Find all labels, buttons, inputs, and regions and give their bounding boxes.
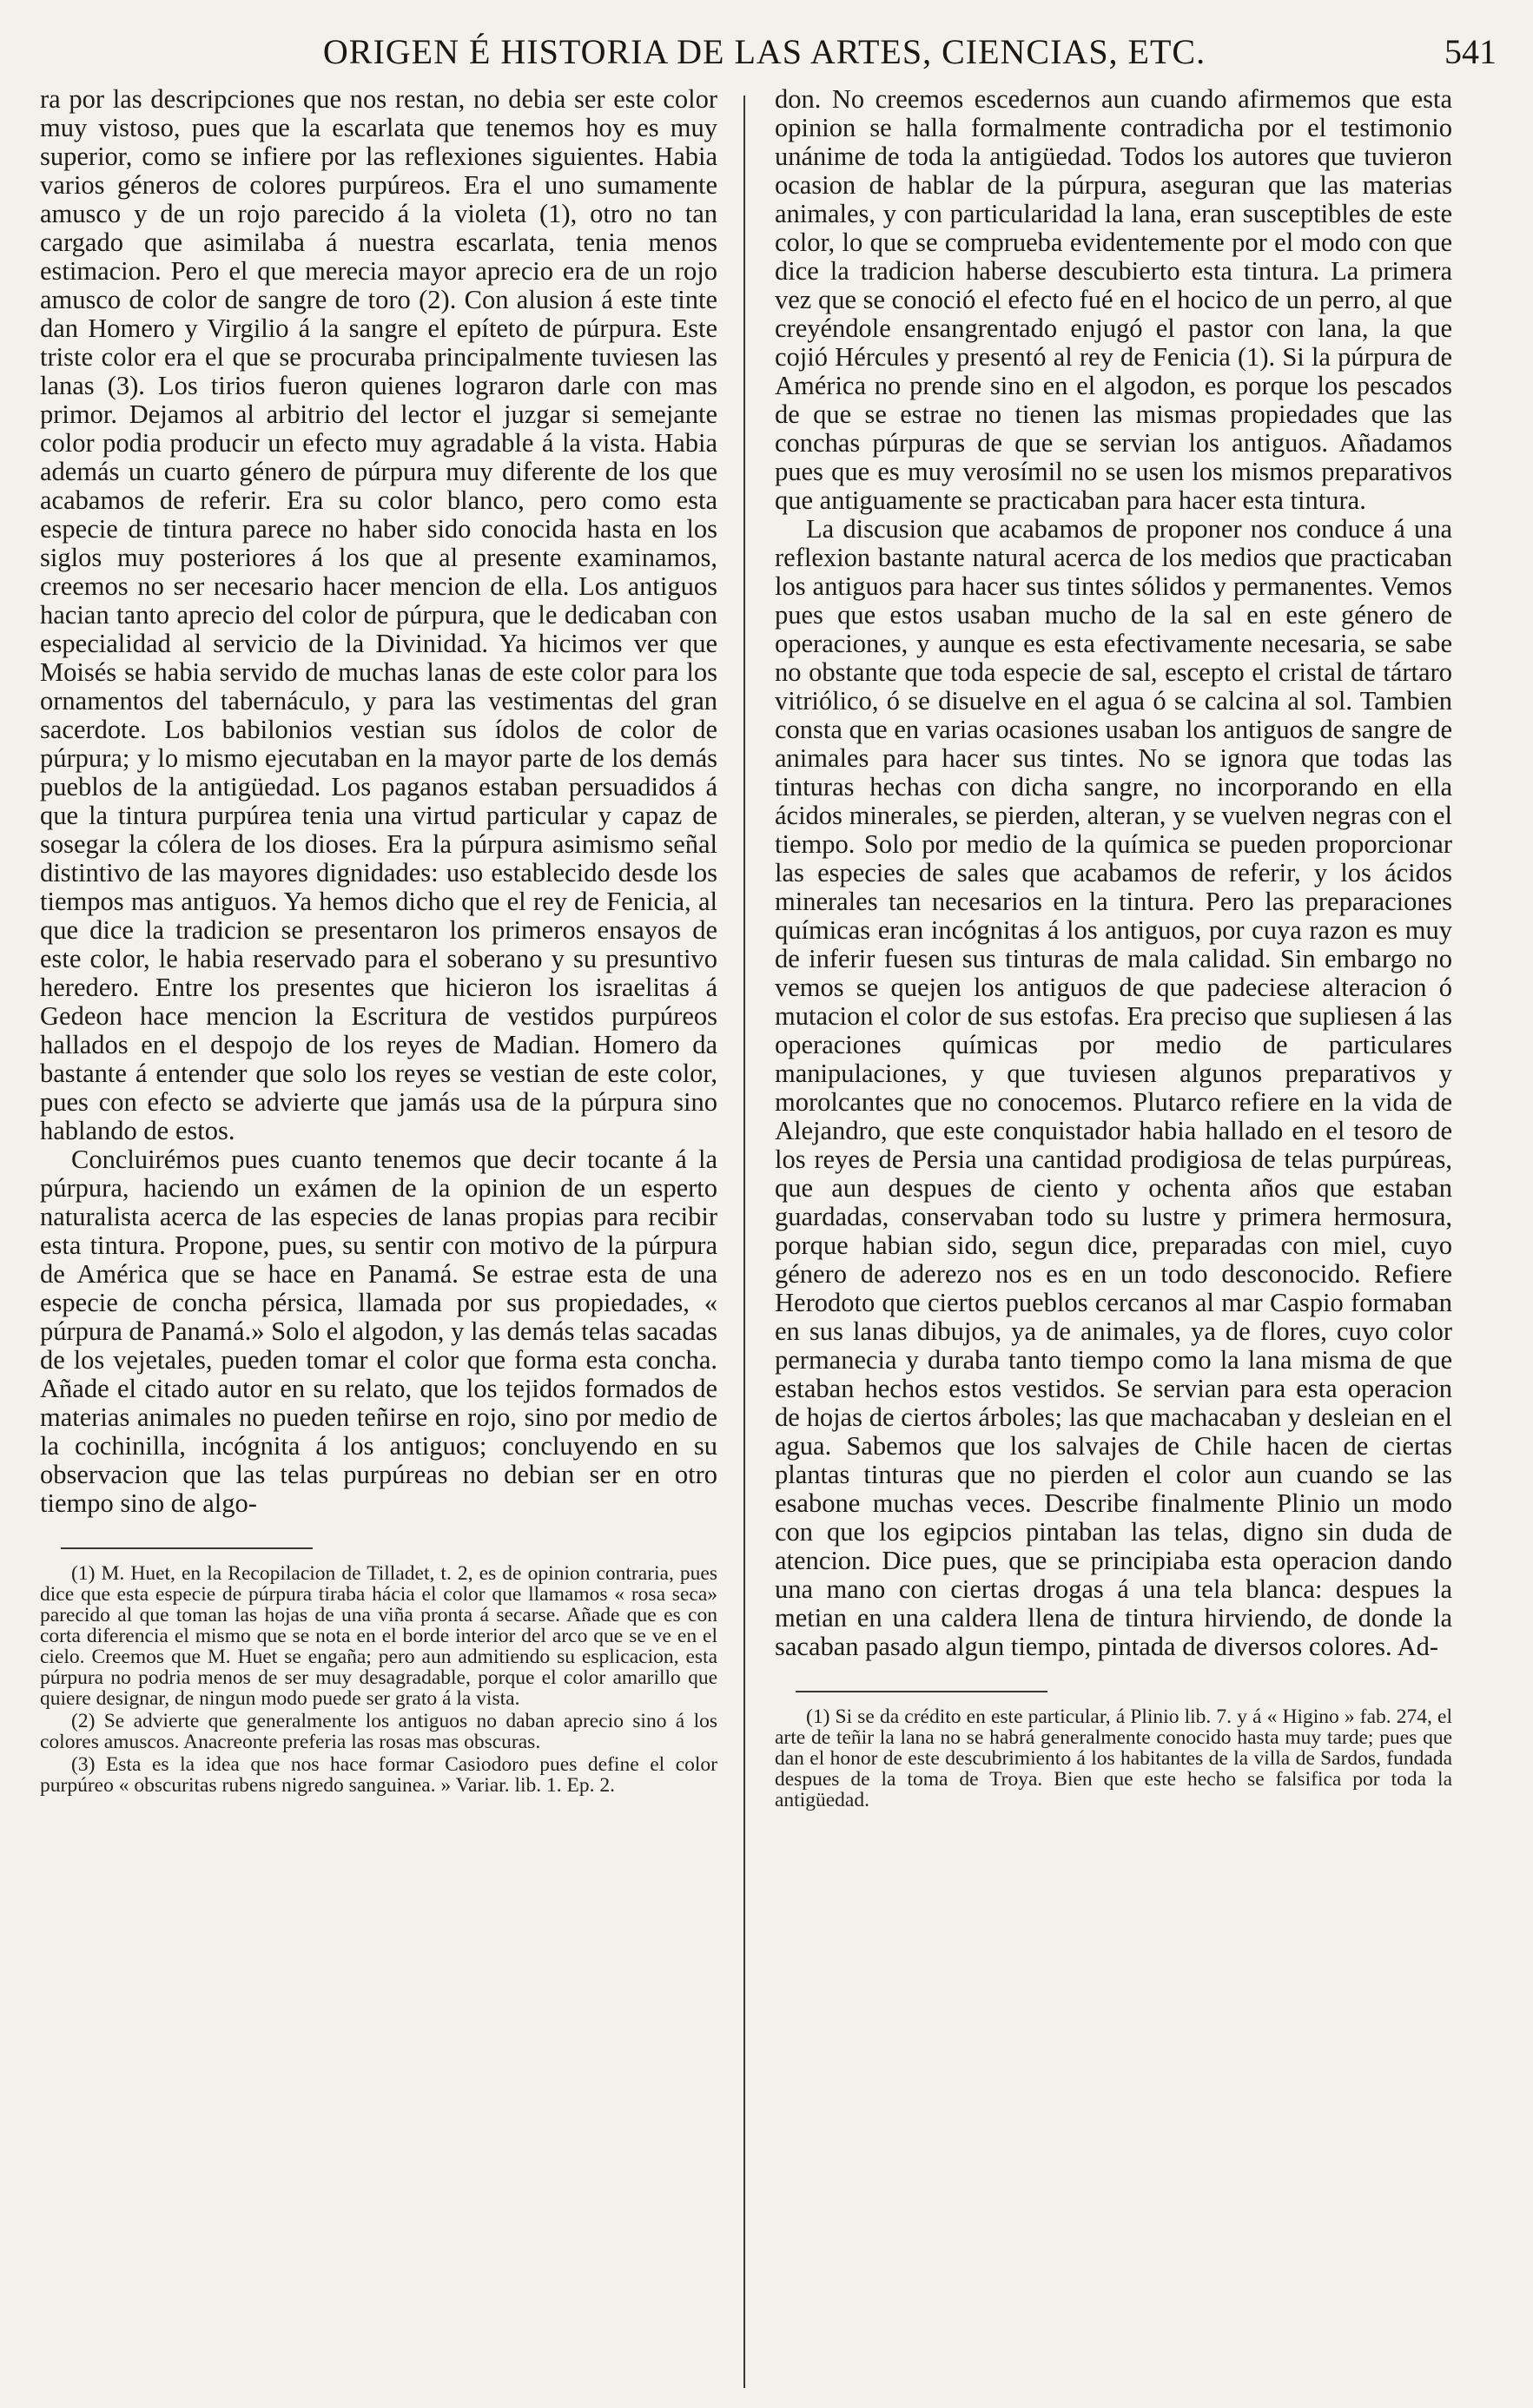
page-header — [0, 0, 1533, 96]
paragraph: don. No creemos escedernos aun cuando afirmemos que esta opinion se halla formalmente contradicha por el testimonio unánime de toda la antigüedad. Todos los autores que tuvieron ocasion de hablar de la púrpura, aseguran que las materias animales, y con particularidad la lana, eran susceptibles de este color, lo que se comprueba evidentemente por el modo con que dice la tradicion haberse descubierto esta tintura. La primera vez que se conoció el efecto fué en el hocico de un perro, al que creyéndole ensangrentado enjugó el pastor con lana, la que cojió Hércules y presentó al rey de Fenicia (1). Si la púrpura de América no prende sino en el algodon, es porque los pescados de que se estrae no tienen las mismas propiedades que las conchas púrpuras de que se servian los antiguos. Añadamos pues que es muy verosímil no se usen los mismos preparativos que antiguamente se practicaban para hacer esta tintura. — [775, 84, 1452, 515]
paragraph: ra por las descripciones que nos restan, no debia ser este color muy vistoso, pues que la escarlata que tenemos hoy es muy superior, como se infiere por las reflexiones siguientes. Habia varios géneros de colores purpúreos. Era el uno sumamente amusco y de un rojo parecido á la violeta (1), otro no tan cargado que asimilaba á nuestra escarlata, tenia menos estimacion. Pero el que merecia mayor aprecio era de un rojo amusco de color de sangre de toro (2). Con alusion á este tinte dan Homero y Virgilio á la sangre el epíteto de púrpura. Este triste color era el que se procuraba principalmente tuviesen las lanas (3). Los tirios fueron quienes lograron darle con mas primor. Dejamos al arbitrio del lector el juzgar si semejante color podia producir un efecto muy agradable á la vista. Habia además un cuarto género de púrpura muy diferente de los que acabamos de referir. Era su color blanco, pero como esta especie de tintura parece no haber sido conocida hasta en los siglos muy posteriores á los que al presente examinamos, creemos no ser necesario hacer mencion de ella. Los antiguos hacian tanto aprecio del color de púrpura, que le dedicaban con especialidad al servicio de la Divinidad. Ya hicimos ver que Moisés se habia servido de muchas lanas de este color para los ornamentos del tabernáculo, y para las vestimentas del gran sacerdote. Los babilonios vestian sus ídolos de color de púrpura; y lo mismo ejecutaban en la mayor parte de los demás pueblos de la antigüedad. Los paganos estaban persuadidos á que la tintura purpúrea tenia una virtud particular y capaz de sosegar la cólera de los dioses. Era la púrpura asimismo señal distintivo de las mayores dignidades: uso establecido desde los tiempos mas antiguos. Ya hemos dicho que el rey de Fenicia, al que dice la tradicion se presentaron los primeros ensayos de este color, le habia reservado para el soberano y su presuntivo heredero. Entre los presentes que hicieron los israelitas á Gedeon hace mencion la Escritura de vestidos purpúreos hallados en el despojo de los reyes de Madian. Homero da bastante á entender que solo los reyes se vestian de este color, pues con efecto se advierte que jamás usa de la púrpura sino hablando de estos. — [40, 84, 717, 1145]
footnote-rule — [61, 1547, 313, 1549]
footnote: (3) Esta es la idea que nos hace formar Casiodoro pues define el color purpúreo « obscuritas rubens nigredo sanguinea. » Variar. lib. 1. Ep. 2. — [40, 1753, 717, 1797]
page-number: 541 — [1444, 32, 1497, 71]
footnote: (1) M. Huet, en la Recopilacion de Tilladet, t. 2, es de opinion contraria, pues dice que esta especie de púrpura tiraba hácia el color que llamamos « rosa seca» parecido al que toman las hojas de una viña pronta á secarse. Añade que es con corta diferencia el mismo que se nota en el borde interior del arco que se ve en el cielo. Creemos que M. Huet se engaña; pero aun admitiendo su esplicacion, esta púrpura no podria menos de ser muy desagradable, porque el color amarillo que quiere designar, de ningun modo puede ser grato á la vista. — [40, 1562, 717, 1710]
left-column — [40, 85, 717, 1798]
column-divider — [743, 96, 745, 2388]
paragraph: Concluirémos pues cuanto tenemos que decir tocante á la púrpura, haciendo un exámen de la opinion de un esperto naturalista acerca de las especies de lanas propias para recibir esta tintura. Propone, pues, su sentir con motivo de la púrpura de América que se hace en Panamá. Se estrae esta de una especie de concha pérsica, llamada por sus propiedades, « púrpura de Panamá.» Solo el algodon, y las demás telas sacadas de los vejetales, pueden tomar el color que forma esta concha. Añade el citado autor en su relato, que los tejidos formados de materias animales no pueden teñirse en rojo, sino por medio de la cochinilla, incógnita á los antiguos; concluyendo en su observacion que las telas purpúreas no debian ser en otro tiempo sino de algo- — [40, 1145, 717, 1518]
footnote-rule — [796, 1691, 1047, 1692]
right-column — [775, 85, 1452, 1812]
running-head: ORIGEN É HISTORIA DE LAS ARTES, CIENCIAS, ETC. — [322, 32, 1206, 71]
footnote: (1) Si se da crédito en este particular, á Plinio lib. 7. y á « Higino » fab. 274, el arte de teñir la lana no se habrá generalmente conocido hasta muy tarde; pues que dan el honor de este descubrimiento á los habitantes de la villa de Sardos, fundada despues de la toma de Troya. Bien que este hecho se falsifica por toda la antigüedad. — [775, 1705, 1452, 1811]
paragraph: La discusion que acabamos de proponer nos conduce á una reflexion bastante natural acerca de los medios que practicaban los antiguos para hacer sus tintes sólidos y permanentes. Vemos pues que estos usaban mucho de la sal en este género de operaciones, y aunque es esta efectivamente necesaria, se sabe no obstante que toda especie de sal, escepto el cristal de tártaro vitriólico, ó se disuelve en el agua ó se calcina al sol. Tambien consta que en varias ocasiones usaban los antiguos de sangre de animales para hacer sus tintes. No se ignora que todas las tinturas hechas con dicha sangre, no incorporando en ella ácidos minerales, se pierden, alteran, y se vuelven negras con el tiempo. Solo por medio de la química se pueden proporcionar las especies de sales que acabamos de referir, y los ácidos minerales tan necesarios en la tintura. Pero las preparaciones químicas eran incógnitas á los antiguos, por cuya razon es muy de inferir fuesen sus tinturas de mala calidad. Sin embargo no vemos se quejen los antiguos de que padeciese alteracion ó mutacion el color de sus estofas. Era preciso que supliesen á las operaciones químicas por medio de particulares manipulaciones, y que tuviesen algunos preparativos y morolcantes que no conocemos. Plutarco refiere en la vida de Alejandro, que este conquistador habia hallado en el tesoro de los reyes de Persia una cantidad prodigiosa de telas purpúreas, que aun despues de ciento y ochenta años que estaban guardadas, conservaban todo su lustre y primera hermosura, porque habian sido, segun dice, preparadas con miel, cuyo género de aderezo nos es en un todo desconocido. Refiere Herodoto que ciertos pueblos cercanos al mar Caspio formaban en sus lanas dibujos, ya de animales, ya de flores, cuyo color permanecia y duraba tanto tiempo como la lana misma de que estaban hechos estos vestidos. Se servian para esta operacion de hojas de ciertos árboles; las que machacaban y desleian en el agua. Sabemos que los salvajes de Chile hacen de ciertas plantas tinturas que no pierden el color aun cuando se las esabone muchas veces. Describe finalmente Plinio un modo con que los egipcios pintaban las telas, digno sin duda de atencion. Dice pues, que se principiaba esta operacion dando una mano con ciertas drogas á una tela blanca: despues la metian en una caldera llena de tintura hirviendo, de donde la sacaban pasado algun tiempo, pintada de diversos colores. Ad- — [775, 514, 1452, 1661]
footnote: (2) Se advierte que generalmente los antiguos no daban aprecio sino á los colores amuscos. Anacreonte preferia las rosas mas obscuras. — [40, 1710, 717, 1753]
